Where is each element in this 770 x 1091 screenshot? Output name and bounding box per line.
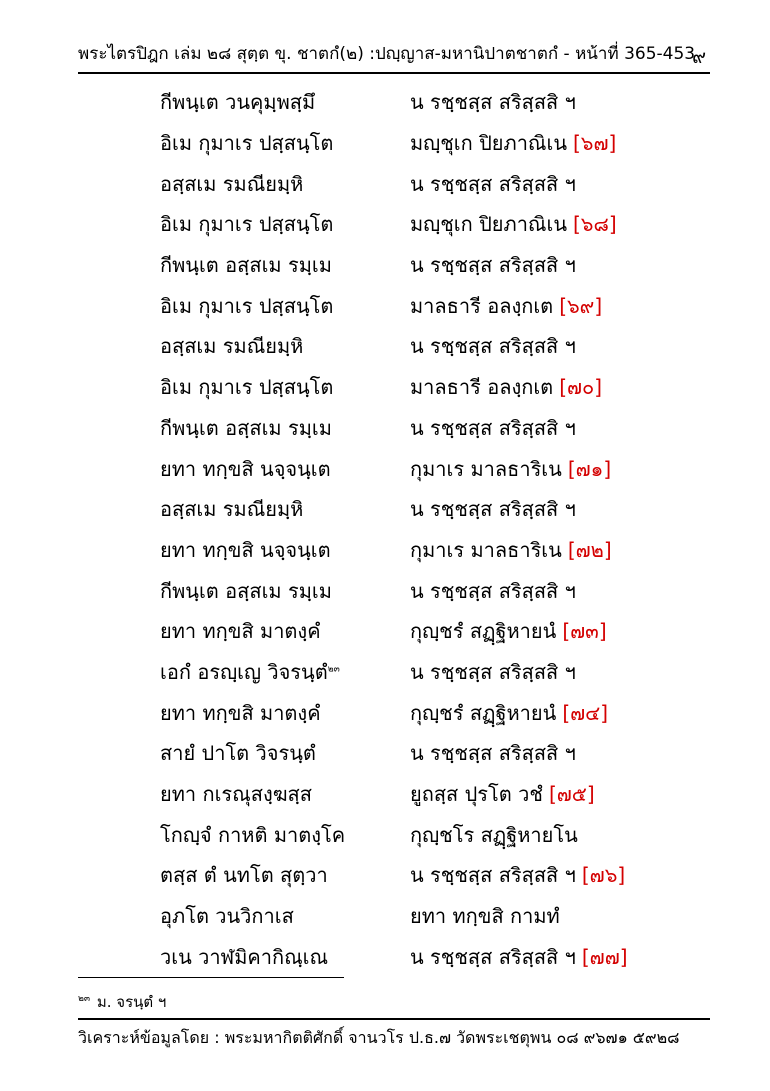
- header-title: พระไตรปิฎก เล่ม ๒๘ สุตฺต ขุ. ชาตกํ(๒) :ปญฺญาส-มหานิปาตชาตกํ - หน้าที่ 365-453: [78, 44, 696, 64]
- verse-second-half: น รชฺชสฺส สริสฺสสิ ฯ: [410, 90, 576, 115]
- verse-first-half: กีพนฺเต อสฺสเม รมฺเม: [160, 253, 332, 278]
- verse-first-half: ยทา ทกฺขสิ มาตงฺคํ: [160, 700, 321, 725]
- verse-second-half: น รชฺชสฺส สริสฺสสิ ฯ: [410, 659, 576, 684]
- verse-number: [๗๑]: [567, 456, 612, 481]
- verse-first-half-wrapper: [160, 656, 410, 688]
- verse-list: [160, 82, 680, 977]
- footnote: [78, 990, 166, 1014]
- footnote-reference: ๒๓: [327, 664, 340, 675]
- verse-second-half: น รชฺชสฺส สริสฺสสิ ฯ: [410, 334, 576, 359]
- verse-second-half: น รชฺชสฺส สริสฺสสิ ฯ: [410, 741, 576, 766]
- footnote-text: ม. จรนฺตํ ฯ: [96, 993, 167, 1011]
- verse-number: [๖๗]: [573, 131, 617, 156]
- verse-number: [๗๔]: [562, 700, 609, 725]
- footer-text: วิเคราะห์ข้อมูลโดย : พระมหากิตติศักดิ์ จานวโร ป.ธ.๗ วัดพระเชตุพน ๐๘ ๙๖๗๑ ๕๙๒๘: [78, 1028, 680, 1047]
- verse-second-half: กุมาเร มาลธาริเน: [410, 456, 562, 481]
- verse-first-half: อิเม กุมาเร ปสฺสนฺโต: [160, 293, 334, 318]
- verse-second-half: มญฺชุเก ปิยภาณิเน: [410, 131, 567, 156]
- verse-first-half: เอกํ อรญฺเญ วิจรนฺตํ: [160, 659, 328, 684]
- verse-line: [160, 692, 680, 733]
- verse-first-half: วเน วาฬมิคากิณฺเณ: [160, 944, 329, 969]
- verse-line: [160, 448, 680, 489]
- verse-line: [160, 855, 680, 896]
- verse-number: [๗๓]: [562, 619, 607, 644]
- verse-second-half: น รชฺชสฺส สริสฺสสิ ฯ: [410, 497, 576, 522]
- verse-line: [160, 489, 680, 530]
- verse-first-half: ยทา กเรณุสงฺฆสฺส: [160, 782, 312, 807]
- verse-line: [160, 936, 680, 977]
- verse-second-half: กุญฺชรํ สฏฺฐิหายนํ: [410, 619, 557, 644]
- verse-first-half: ยทา ทกฺขสิ นจฺจนฺเต: [160, 537, 331, 562]
- verse-second-half: น รชฺชสฺส สริสฺสสิ ฯ: [410, 171, 576, 196]
- verse-second-half: มาลธารี อลงฺกเต: [410, 293, 554, 318]
- verse-first-half: กีพนฺเต อสฺสเม รมฺเม: [160, 578, 332, 603]
- verse-first-half: อิเม กุมาเร ปสฺสนฺโต: [160, 375, 334, 400]
- verse-number: [๗๖]: [581, 863, 626, 888]
- verse-first-half: อิเม กุมาเร ปสฺสนฺโต: [160, 131, 334, 156]
- verse-line: [160, 367, 680, 408]
- verse-line: [160, 326, 680, 367]
- verse-number: [๖๙]: [559, 293, 603, 318]
- verse-line: [160, 285, 680, 326]
- verse-first-half: อสฺสเม รมณียมฺหิ: [160, 334, 304, 359]
- page-number: ๙: [692, 46, 706, 68]
- verse-second-half: ยทา ทกฺขสิ กามทํ: [410, 904, 560, 929]
- verse-line: [160, 570, 680, 611]
- footnote-mark: ๒๓: [78, 994, 91, 1004]
- verse-line: [160, 530, 680, 571]
- verse-number: [๗๗]: [581, 944, 628, 969]
- verse-line: [160, 123, 680, 164]
- verse-first-half: สายํ ปาโต วิจรนฺตํ: [160, 741, 316, 766]
- verse-first-half: ยทา ทกฺขสิ มาตงฺคํ: [160, 619, 321, 644]
- verse-first-half: อิเม กุมาเร ปสฺสนฺโต: [160, 212, 334, 237]
- verse-first-half: กีพนฺเต อสฺสเม รมฺเม: [160, 415, 332, 440]
- verse-line: [160, 163, 680, 204]
- verse-second-half: น รชฺชสฺส สริสฺสสิ ฯ: [410, 944, 576, 969]
- verse-line: [160, 896, 680, 937]
- verse-number: [๗๐]: [559, 375, 603, 400]
- verse-second-half: น รชฺชสฺส สริสฺสสิ ฯ: [410, 863, 576, 888]
- verse-second-half: มญฺชุเก ปิยภาณิเน: [410, 212, 567, 237]
- verse-number: [๖๘]: [573, 212, 617, 237]
- verse-line: [160, 814, 680, 855]
- verse-first-half: อสฺสเม รมณียมฺหิ: [160, 497, 304, 522]
- verse-second-half: น รชฺชสฺส สริสฺสสิ ฯ: [410, 415, 576, 440]
- verse-second-half: กุญฺชโร สฏฺฐิหายโน: [410, 822, 578, 847]
- verse-first-half: ตสฺส ตํ นทโต สุตฺวา: [160, 863, 328, 888]
- verse-line: [160, 204, 680, 245]
- verse-number: [๗๒]: [567, 537, 612, 562]
- verse-second-half: มาลธารี อลงฺกเต: [410, 375, 554, 400]
- verse-second-half: กุญฺชรํ สฏฺฐิหายนํ: [410, 700, 557, 725]
- verse-line: [160, 408, 680, 449]
- footnote-divider: [78, 977, 344, 978]
- verse-first-half: อุภโต วนวิกาเส: [160, 904, 294, 929]
- verse-first-half: โกญฺจํ กาหติ มาตงฺโค: [160, 822, 346, 847]
- verse-line: [160, 774, 680, 815]
- verse-line: [160, 733, 680, 774]
- verse-line: [160, 652, 680, 693]
- verse-second-half: น รชฺชสฺส สริสฺสสิ ฯ: [410, 253, 576, 278]
- verse-line: [160, 611, 680, 652]
- verse-first-half: กีพนฺเต วนคุมฺพสฺมึ: [160, 90, 316, 115]
- verse-line: [160, 82, 680, 123]
- page-footer: [78, 1018, 710, 1051]
- verse-first-half: ยทา ทกฺขสิ นจฺจนฺเต: [160, 456, 331, 481]
- verse-second-half: น รชฺชสฺส สริสฺสสิ ฯ: [410, 578, 576, 603]
- verse-number: [๗๕]: [548, 782, 595, 807]
- verse-first-half: อสฺสเม รมณียมฺหิ: [160, 171, 304, 196]
- verse-line: [160, 245, 680, 286]
- verse-second-half: กุมาเร มาลธาริเน: [410, 537, 562, 562]
- verse-second-half: ยูถสฺส ปุรโต วชํ: [410, 782, 543, 807]
- page-header: [78, 36, 710, 74]
